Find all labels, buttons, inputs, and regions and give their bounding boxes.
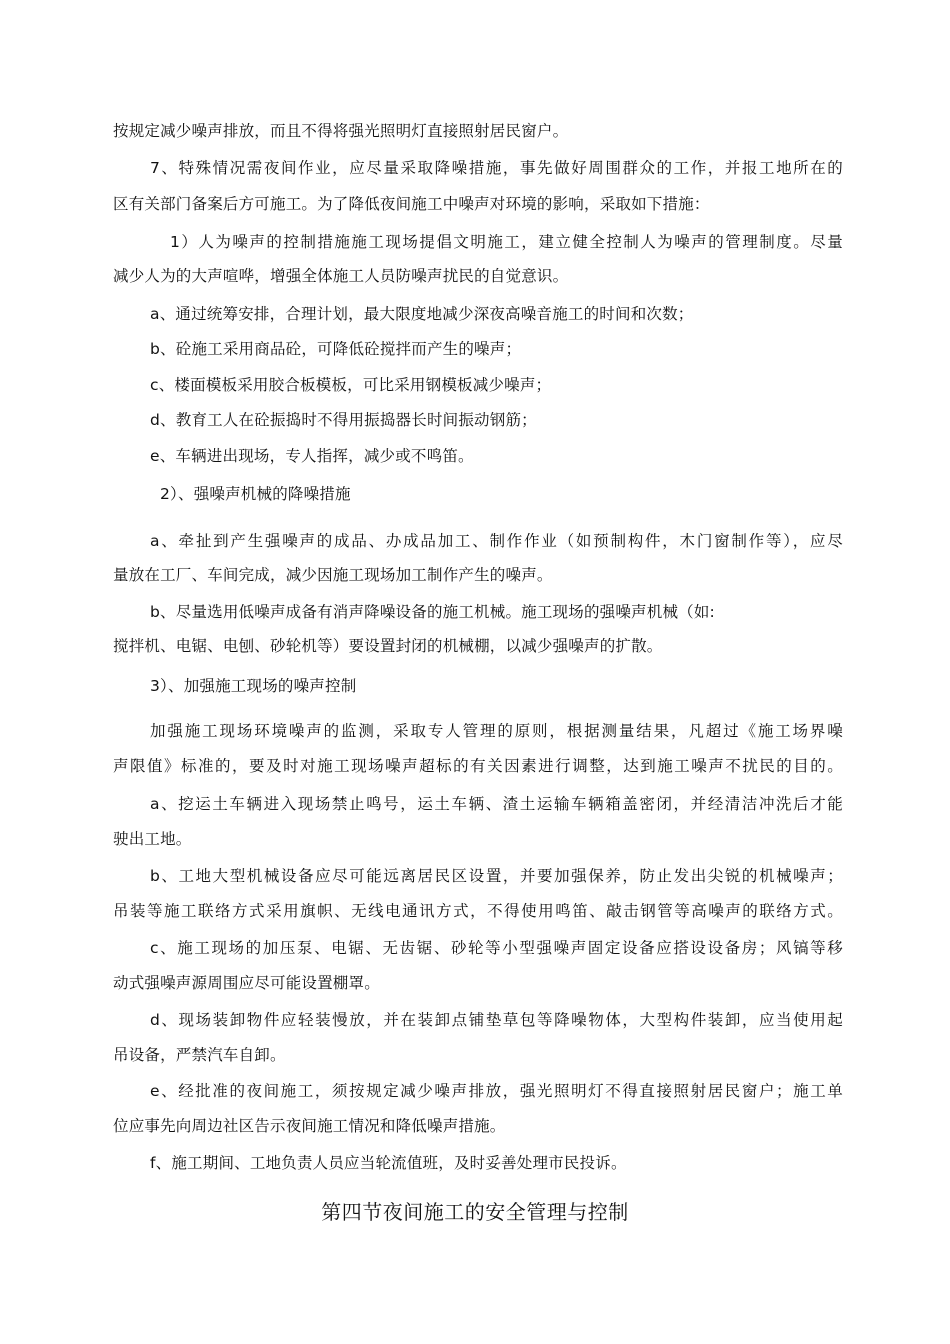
- text-line: 吊装等施工联络方式采用旗帜、无线电通讯方式，不得使用鸣笛、敲击钢管等高噪声的联络方式。: [113, 902, 843, 920]
- list-item: f、施工期间、工地负责人员应当轮流值班，及时妥善处理市民投诉。: [150, 1154, 627, 1172]
- paragraph-first-line: 加强施工现场环境噪声的监测，采取专人管理的原则，根据测量结果，凡超过《施工场界噪: [150, 722, 843, 740]
- text-line: 声限值》标准的，要及时对施工现场噪声超标的有关因素进行调整，达到施工噪声不扰民的目的。: [113, 757, 843, 775]
- text-line: 驶出工地。: [113, 830, 192, 848]
- paragraph-first-line: e、经批准的夜间施工，须按规定减少噪声排放，强光照明灯不得直接照射居民窗户；施工单: [150, 1082, 843, 1100]
- text-line: 量放在工厂、车间完成，减少因施工现场加工制作产生的噪声。: [113, 566, 553, 584]
- paragraph-first-line: b、工地大型机械设备应尽可能远离居民区设置，并要加强保养，防止发出尖锐的机械噪声；: [150, 867, 843, 885]
- subsection-heading: 2）、强噪声机械的降噪措施: [160, 485, 351, 503]
- list-item: e、车辆进出现场，专人指挥，减少或不鸣笛。: [150, 447, 474, 465]
- paragraph-first-line: a、牵扯到产生强噪声的成品、办成品加工、制作作业（如预制构件，木门窗制作等），应尽: [150, 532, 843, 550]
- section-heading: 第四节夜间施工的安全管理与控制: [321, 1200, 629, 1224]
- list-item: b、砼施工采用商品砼，可降低砼搅拌而产生的噪声；: [150, 340, 522, 358]
- text-line: 区有关部门备案后方可施工。为了降低夜间施工中噪声对环境的影响，采取如下措施：: [113, 195, 710, 213]
- subsection-heading: 3）、加强施工现场的噪声控制: [150, 677, 357, 695]
- paragraph-first-line: b、尽量选用低噪声成备有消声降噪设备的施工机械。施工现场的强噪声机械（如:: [150, 603, 715, 621]
- paragraph-first-line: a、挖运土车辆进入现场禁止鸣号，运土车辆、渣土运输车辆箱盖密闭，并经清洁冲洗后才能: [150, 795, 843, 813]
- list-item: c、楼面模板采用胶合板模板，可比采用钢模板减少噪声；: [150, 376, 552, 394]
- text-line: 吊设备，严禁汽车自卸。: [113, 1046, 286, 1064]
- list-item: a、通过统筹安排，合理计划，最大限度地减少深夜高噪音施工的时间和次数；: [150, 305, 694, 323]
- text-line: 位应事先向周边社区告示夜间施工情况和降低噪声措施。: [113, 1117, 506, 1135]
- text-line: 按规定减少噪声排放，而且不得将强光照明灯直接照射居民窗户。: [113, 122, 569, 140]
- paragraph-first-line: c、施工现场的加压泵、电锯、无齿锯、砂轮等小型强噪声固定设备应搭设设备房；风镐等移: [150, 939, 843, 957]
- list-item: d、教育工人在砼振捣时不得用振捣器长时间振动钢筋；: [150, 411, 537, 429]
- paragraph-first-line: 7、特殊情况需夜间作业，应尽量采取降噪措施，事先做好周围群众的工作，并报工地所在的: [150, 159, 843, 177]
- text-line: 动式强噪声源周围应尽可能设置棚罩。: [113, 974, 380, 992]
- paragraph-first-line: d、现场装卸物件应轻装慢放，并在装卸点铺垫草包等降噪物体，大型构件装卸，应当使用起: [150, 1011, 843, 1029]
- text-line: 减少人为的大声喧哗，增强全体施工人员防噪声扰民的自觉意识。: [113, 267, 569, 285]
- text-line: 搅拌机、电锯、电刨、砂轮机等）要设置封闭的机械棚，以减少强噪声的扩散。: [113, 637, 663, 655]
- paragraph-first-line: 1）人为噪声的控制措施施工现场提倡文明施工，建立健全控制人为噪声的管理制度。尽量: [170, 233, 843, 251]
